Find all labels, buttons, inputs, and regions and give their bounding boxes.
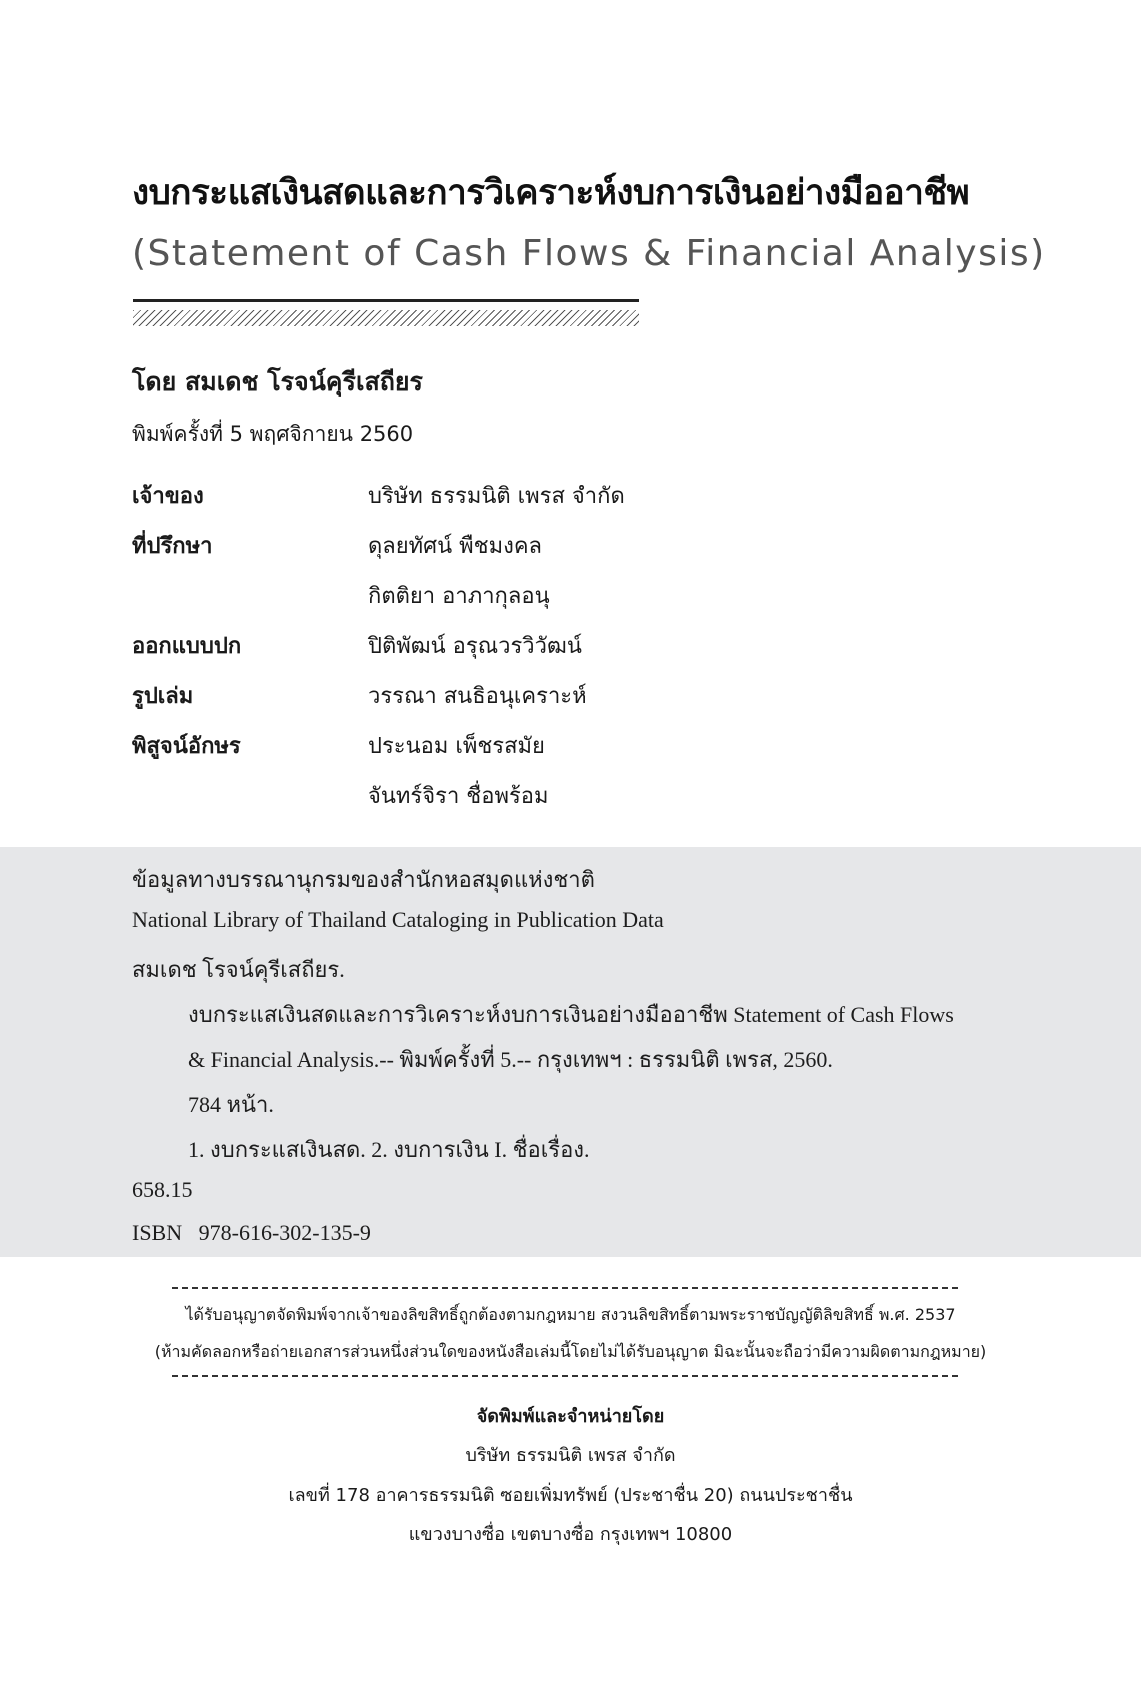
credit-label-layout: รูปเล่ม xyxy=(132,684,194,709)
publisher-address-line-2: แขวงบางซื่อ เขตบางซื่อ กรุงเทพฯ 10800 xyxy=(408,1524,733,1545)
credit-value-layout: วรรณา สนธิอนุเคราะห์ xyxy=(368,684,587,709)
credit-label-proofreading: พิสูจน์อักษร xyxy=(132,734,241,759)
copyright-notice: ได้รับอนุญาตจัดพิมพ์จากเจ้าของลิขสิทธิ์ถูกต้องตามกฎหมาย สงวนลิขสิทธิ์ตามพระราชบัญญัติลิขสิทธิ์ พ.ศ. 2537 xyxy=(185,1305,956,1324)
cip-classification: 658.15 xyxy=(132,1177,193,1202)
credit-value-proofreading-1: ประนอม เพ็ชรสมัย xyxy=(368,734,545,759)
credit-label-owner: เจ้าของ xyxy=(132,484,204,509)
book-title-thai: งบกระแสเงินสดและการวิเคราะห์งบการเงินอย่างมืออาชีพ xyxy=(132,173,970,213)
author-line: โดย สมเดช โรจน์คุรีเสถียร xyxy=(132,367,423,396)
credit-value-owner: บริษัท ธรรมนิติ เพรส จำกัด xyxy=(368,484,625,509)
cip-subjects: 1. งบกระแสเงินสด. 2. งบการเงิน I. ชื่อเรื่อง. xyxy=(188,1137,590,1162)
credit-value-advisor-2: กิตติยา อาภากุลอนุ xyxy=(368,584,550,609)
credit-label-cover-design: ออกแบบปก xyxy=(132,634,242,659)
publisher-address-line-1: เลขที่ 178 อาคารธรรมนิติ ซอยเพิ่มทรัพย์ (ประชาชื่น 20) ถนนประชาชื่น xyxy=(288,1485,853,1506)
cip-title-line-1: งบกระแสเงินสดและการวิเคราะห์งบการเงินอย่างมืออาชีพ Statement of Cash Flows xyxy=(188,1002,954,1027)
cip-title-line-2: & Financial Analysis.-- พิมพ์ครั้งที่ 5.-- กรุงเทพฯ : ธรรมนิติ เพรส, 2560. xyxy=(188,1047,833,1072)
cip-heading-thai: ข้อมูลทางบรรณานุกรมของสำนักหอสมุดแห่งชาติ xyxy=(132,867,595,892)
credit-value-cover-design: ปิติพัฒน์ อรุณวรวิวัฒน์ xyxy=(368,634,582,659)
cip-heading-english: National Library of Thailand Cataloging in Publication Data xyxy=(132,907,664,932)
publisher-name: บริษัท ธรรมนิติ เพรส จำกัด xyxy=(465,1445,676,1466)
title-hatch-divider xyxy=(133,310,639,326)
cip-isbn: ISBN 978-616-302-135-9 xyxy=(132,1220,371,1245)
cip-author: สมเดช โรจน์คุรีเสถียร. xyxy=(132,957,345,982)
title-underline xyxy=(133,299,639,302)
credit-value-proofreading-2: จันทร์จิรา ชื่อพร้อม xyxy=(368,784,549,809)
notice-bottom-divider xyxy=(172,1375,958,1377)
book-title-english: (Statement of Cash Flows & Financial Analysis) xyxy=(132,233,1046,274)
cip-pages: 784 หน้า. xyxy=(188,1092,274,1117)
notice-top-divider xyxy=(172,1287,958,1289)
credit-label-advisor: ที่ปรึกษา xyxy=(132,534,213,559)
credit-value-advisor-1: ดุลยทัศน์ พืชมงคล xyxy=(368,534,543,559)
copying-prohibited-notice: (ห้ามคัดลอกหรือถ่ายเอกสารส่วนหนึ่งส่วนใดของหนังสือเล่มนี้โดยไม่ได้รับอนุญาต มิฉะนั้นจะถือว่ามีความผิดตามกฎหมาย) xyxy=(154,1342,987,1361)
edition-line: พิมพ์ครั้งที่ 5 พฤศจิกายน 2560 xyxy=(132,422,414,446)
publisher-heading: จัดพิมพ์และจำหน่ายโดย xyxy=(476,1406,665,1427)
